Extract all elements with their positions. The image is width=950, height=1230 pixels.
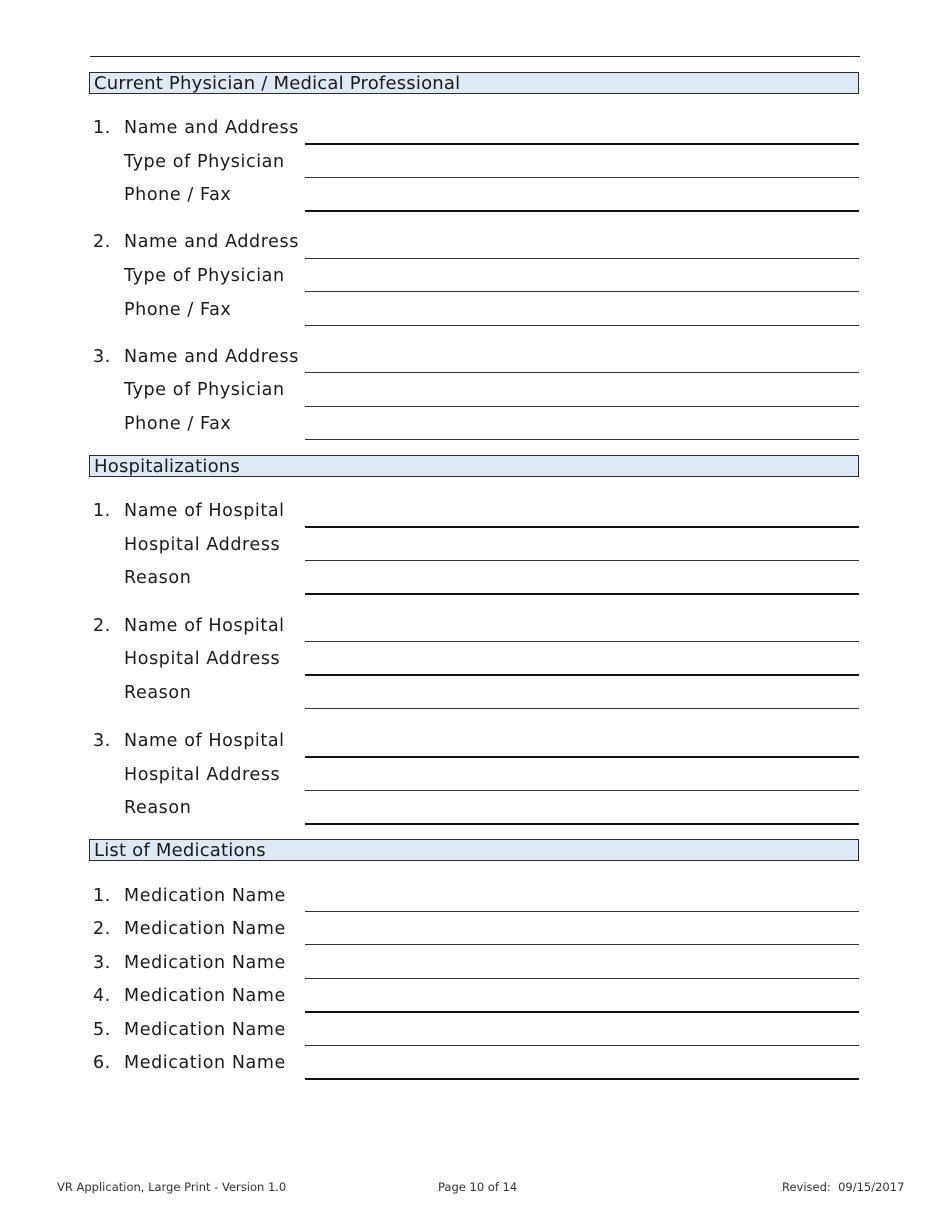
physician-2-type-row xyxy=(0,266,950,300)
medication-3-input[interactable] xyxy=(305,978,859,979)
entry-number: 2. xyxy=(93,616,111,636)
medication-6-row xyxy=(0,1053,950,1087)
field-label: Hospital Address xyxy=(124,535,281,555)
field-label: Medication Name xyxy=(124,986,286,1006)
physician-1-name-input[interactable] xyxy=(305,143,859,145)
section-header-hospitalizations: Hospitalizations xyxy=(89,455,859,477)
physician-3-name-row xyxy=(0,347,950,381)
entry-number: 3. xyxy=(93,953,111,973)
physician-1-phone-row xyxy=(0,185,950,219)
hospital-2-name-input[interactable] xyxy=(305,641,859,642)
field-label: Name and Address xyxy=(124,118,299,138)
physician-1-type-input[interactable] xyxy=(305,177,859,178)
hospital-1-name-row xyxy=(0,501,950,535)
field-label: Medication Name xyxy=(124,886,286,906)
medication-1-row xyxy=(0,886,950,920)
entry-number: 1. xyxy=(93,501,111,521)
hospital-3-address-input[interactable] xyxy=(305,790,859,791)
section-header-physicians: Current Physician / Medical Professional xyxy=(89,72,859,94)
hospital-3-name-row xyxy=(0,731,950,765)
hospital-3-address-row xyxy=(0,765,950,799)
medication-3-row xyxy=(0,953,950,987)
physician-3-phone-input[interactable] xyxy=(305,439,859,440)
hospital-1-address-row xyxy=(0,535,950,569)
medication-2-row xyxy=(0,919,950,953)
hospital-1-name-input[interactable] xyxy=(305,526,859,528)
entry-number: 5. xyxy=(93,1020,111,1040)
field-label: Name and Address xyxy=(124,232,299,252)
entry-number: 4. xyxy=(93,986,111,1006)
physician-3-phone-row xyxy=(0,414,950,448)
medication-6-input[interactable] xyxy=(305,1078,859,1080)
section-header-medications: List of Medications xyxy=(89,839,859,861)
medication-4-input[interactable] xyxy=(305,1011,859,1013)
field-label: Hospital Address xyxy=(124,765,281,785)
medication-5-row xyxy=(0,1020,950,1054)
physician-3-type-row xyxy=(0,380,950,414)
hospital-2-reason-row xyxy=(0,683,950,717)
physician-2-name-input[interactable] xyxy=(305,258,859,259)
physician-2-phone-row xyxy=(0,300,950,334)
field-label: Reason xyxy=(124,798,192,818)
entry-number: 1. xyxy=(93,886,111,906)
hospital-2-address-input[interactable] xyxy=(305,674,859,676)
field-label: Name and Address xyxy=(124,347,299,367)
field-label: Phone / Fax xyxy=(124,414,232,434)
physician-3-type-input[interactable] xyxy=(305,406,859,407)
hospital-2-address-row xyxy=(0,649,950,683)
hospital-2-name-row xyxy=(0,616,950,650)
footer-page-number: Page 10 of 14 xyxy=(438,1180,518,1194)
field-label: Name of Hospital xyxy=(124,616,285,636)
physician-3-name-input[interactable] xyxy=(305,372,859,373)
field-label: Reason xyxy=(124,683,192,703)
field-label: Type of Physician xyxy=(124,152,285,172)
medication-1-input[interactable] xyxy=(305,911,859,912)
physician-1-name-row xyxy=(0,118,950,152)
hospital-1-address-input[interactable] xyxy=(305,560,859,561)
field-label: Medication Name xyxy=(124,919,286,939)
field-label: Hospital Address xyxy=(124,649,281,669)
physician-2-type-input[interactable] xyxy=(305,291,859,292)
physician-2-phone-input[interactable] xyxy=(305,325,859,326)
field-label: Medication Name xyxy=(124,1053,286,1073)
entry-number: 3. xyxy=(93,731,111,751)
field-label: Phone / Fax xyxy=(124,185,232,205)
hospital-2-reason-input[interactable] xyxy=(305,708,859,709)
field-label: Medication Name xyxy=(124,953,286,973)
hospital-1-reason-row xyxy=(0,568,950,602)
field-label: Type of Physician xyxy=(124,266,285,286)
physician-2-name-row xyxy=(0,232,950,266)
entry-number: 2. xyxy=(93,232,111,252)
entry-number: 6. xyxy=(93,1053,111,1073)
field-label: Reason xyxy=(124,568,192,588)
entry-number: 1. xyxy=(93,118,111,138)
physician-1-phone-input[interactable] xyxy=(305,210,859,212)
field-label: Name of Hospital xyxy=(124,501,285,521)
top-rule xyxy=(90,56,860,57)
hospital-3-name-input[interactable] xyxy=(305,756,859,758)
footer-version: VR Application, Large Print - Version 1.0 xyxy=(57,1180,287,1194)
hospital-3-reason-row xyxy=(0,798,950,832)
physician-1-type-row xyxy=(0,152,950,186)
medication-4-row xyxy=(0,986,950,1020)
medication-2-input[interactable] xyxy=(305,944,859,945)
field-label: Medication Name xyxy=(124,1020,286,1040)
hospital-3-reason-input[interactable] xyxy=(305,823,859,825)
entry-number: 2. xyxy=(93,919,111,939)
footer-revised-date: Revised: 09/15/2017 xyxy=(782,1180,905,1194)
hospital-1-reason-input[interactable] xyxy=(305,593,859,595)
field-label: Name of Hospital xyxy=(124,731,285,751)
field-label: Type of Physician xyxy=(124,380,285,400)
field-label: Phone / Fax xyxy=(124,300,232,320)
medication-5-input[interactable] xyxy=(305,1045,859,1046)
entry-number: 3. xyxy=(93,347,111,367)
